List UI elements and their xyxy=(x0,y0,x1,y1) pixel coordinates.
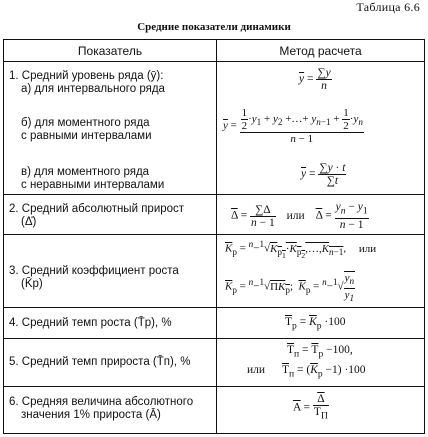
row-1c-line-1: в) для моментного ряда xyxy=(21,166,150,179)
row-6-line-2: значения 1% прироста (Ā) xyxy=(21,408,161,421)
row-6-label xyxy=(4,386,217,433)
table-number: Таблица 6.6 xyxy=(356,0,420,14)
or-connector: или xyxy=(358,243,377,256)
table-row xyxy=(4,338,425,386)
row-3-label xyxy=(4,235,217,307)
row-1b-line-1: б) для моментного ряда xyxy=(21,117,150,130)
formula-increase-rate-1: $\overline{T}_п = \overline{T}_р -100$, xyxy=(287,343,353,360)
formula-increase-rate-2: или $\overline{T}_п = (\overline{K}_р -1) \cdot 100$ xyxy=(247,363,366,380)
row-1-label xyxy=(4,62,217,195)
table-row xyxy=(4,307,425,338)
header-row xyxy=(4,40,425,62)
row-6-line-1: 6. Средняя величина абсолютного xyxy=(9,395,194,408)
formula-growth-coef-1: $\overline{K}_р$ = $^n-^1√K_{р_1}\cdot K_{р_2},\dots,K_{n-1}$, или xyxy=(225,239,377,261)
header-method: Метод расчета xyxy=(217,40,425,62)
row-3-formula xyxy=(217,235,425,307)
table-row xyxy=(4,62,425,195)
row-3-line-1: 3. Средний коэффициент роста xyxy=(9,265,179,278)
row-3-line-2: (K̄р) xyxy=(21,278,43,291)
row-1-formula xyxy=(217,62,425,195)
dynamics-indicators-table xyxy=(3,39,425,434)
row-1-line-1: 1. Средний уровень ряда (ȳ): xyxy=(9,70,164,83)
formula-growth-rate: $\overline{T}_р = \overline{K}_р \cdot 100$ xyxy=(285,315,346,331)
table-row xyxy=(4,195,425,235)
row-4-label xyxy=(4,307,217,338)
formula-mean-interval: $\overline{y}$ = $\frac{\sum y}{n}$ xyxy=(299,67,331,93)
header-indicator: Показатель xyxy=(4,40,217,62)
table-row xyxy=(4,386,425,433)
row-2-line-2: (Δ̄) xyxy=(21,216,37,229)
row-2-line-1: 2. Средний абсолютный прирост xyxy=(9,203,185,216)
row-5-label xyxy=(4,338,217,386)
formula-growth-coef-2: $\overline{K}_р = ^n-^1√\Pi K_р$; $\overline{K}_р = ^n-^1√$ $\frac{y_n}{y_1}$ xyxy=(225,272,355,303)
formula-mean-moment-unequal: $\overline{y}$ = $\frac{\sum y \cdot t}{\sum t}$ xyxy=(301,162,346,188)
row-2-label xyxy=(4,195,217,235)
formula-abs-growth: $\overline{\Delta}$ = $\frac{\sum\Delta}{n - 1}$ или $\overline{\Delta}$ = $\frac{y_n - y_1}{n - 1}$ xyxy=(231,201,368,231)
table-row xyxy=(4,235,425,307)
formula-one-percent-value: $\overline{A}$ = $\frac{\overline{\Delta}}{\overline{T}_П}$ xyxy=(293,392,328,422)
row-1-line-2: а) для интервального ряда xyxy=(21,83,165,96)
row-5-line-1: 5. Средний темп прироста (T̄п), % xyxy=(9,355,191,368)
row-4-line-1: 4. Средний темп роста (T̄р), % xyxy=(9,316,172,329)
row-5-formula xyxy=(217,338,425,386)
row-1c-line-2: с неравными интервалами xyxy=(21,179,165,192)
row-1b-line-2: с равными интервалами xyxy=(21,130,152,143)
row-6-formula xyxy=(217,386,425,433)
formula-mean-moment-equal: $\overline{y}$ = $\frac{1}{2}$ $\cdot y_1 + y_2$ +…+ $y_{n-1}$ + $\frac{1}{2}$ $\cdot y_n$ n − 1 xyxy=(223,107,363,146)
or-connector: или xyxy=(286,209,305,222)
table-title: Средние показатели динамики xyxy=(137,21,291,33)
row-2-formula xyxy=(217,195,425,235)
or-connector: или xyxy=(247,363,266,376)
row-4-formula xyxy=(217,307,425,338)
